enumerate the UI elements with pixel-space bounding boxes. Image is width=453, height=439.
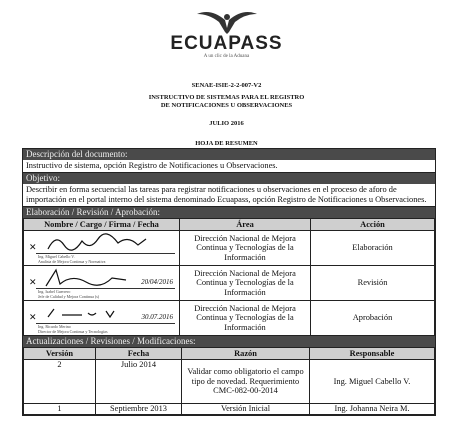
signer-name: Ing. Isabel Guerrero	[38, 289, 71, 294]
title-line-2: DE NOTIFICACIONES U OBSERVACIONES	[160, 102, 293, 109]
signature-date: 30.07.2016	[141, 313, 173, 321]
changes-row	[24, 404, 435, 415]
column-header: Nombre / Cargo / Firma / Fecha	[24, 219, 180, 231]
column-header: Versión	[24, 348, 96, 360]
area-cell: Dirección Nacional de Mejora Continua y Tecnologías de la Información	[180, 301, 311, 336]
handwritten-signature	[42, 231, 152, 255]
column-header: Área	[180, 219, 311, 231]
signer-name: Ing. Ricardo Merino	[38, 324, 71, 329]
document-date: JULIO 2016	[209, 120, 244, 127]
signer-role: Jefe de Calidad y Mejora Continua (s)	[38, 293, 100, 299]
version-cell: 1	[24, 404, 96, 415]
changes-row	[24, 360, 435, 404]
changes-table	[23, 347, 435, 415]
approval-table	[23, 218, 435, 336]
ecuapass-logo	[0, 8, 453, 60]
approval-header-row	[24, 219, 435, 231]
signature-mark: ✕	[29, 242, 37, 252]
handwritten-signature	[42, 301, 132, 325]
handwritten-signature	[42, 266, 132, 290]
signature-mark: ✕	[29, 277, 37, 287]
signature-date: 20/04/2016	[141, 278, 173, 286]
date-cell: Septiembre 2013	[96, 404, 182, 415]
action-cell: Aprobación	[311, 301, 435, 336]
column-header: Fecha	[96, 348, 182, 360]
eagle-icon	[195, 8, 259, 34]
summary-sheet	[22, 148, 436, 416]
signer-role: Analista de Mejora Continua y Normativa	[38, 258, 106, 264]
reason-cell: Validar como obligatorio el campo tipo de novedad. Requerimiento CMC-082-00-2014	[182, 360, 310, 404]
column-header: Razón	[182, 348, 310, 360]
brand-name: ECUAPASS	[170, 33, 283, 54]
description-text: Instructivo de sistema, opción Registro de Notificaciones u Observaciones.	[23, 160, 435, 173]
signature-cell	[24, 266, 180, 301]
objective-text: Describir en forma secuencial las tareas para registrar notificaciones u observaciones en el proceso de aforo de importación en el portal interno del sistema denominado Ecuapass, opción Registro de Notificaciones u Observaciones.	[23, 184, 435, 207]
column-header: Acción	[311, 219, 435, 231]
version-cell: 2	[24, 360, 96, 404]
signature-cell	[24, 301, 180, 336]
title-line-1: INSTRUCTIVO DE SISTEMAS PARA EL REGISTRO	[148, 94, 305, 101]
description-label: Descripción del documento:	[23, 149, 435, 160]
changes-header-row	[24, 348, 435, 360]
owner-cell: Ing. Johanna Neira M.	[310, 404, 435, 415]
reason-cell: Versión Inicial	[182, 404, 310, 415]
approval-row	[24, 266, 435, 301]
signature-cell	[24, 231, 180, 266]
signature-mark: ✕	[29, 312, 37, 322]
date-cell: Julio 2014	[96, 360, 182, 404]
document-code: SENAE-ISIE-2-2-007-V2	[191, 82, 262, 89]
document-title	[0, 94, 453, 110]
signer-name: Ing. Miguel Cabello V.	[38, 254, 75, 259]
column-header: Responsable	[310, 348, 435, 360]
area-cell: Dirección Nacional de Mejora Continua y Tecnologías de la Información	[180, 266, 311, 301]
area-cell: Dirección Nacional de Mejora Continua y Tecnologías de la Información	[180, 231, 311, 266]
approval-row	[24, 301, 435, 336]
approval-row	[24, 231, 435, 266]
sheet-title: HOJA DE RESUMEN	[195, 140, 258, 147]
approval-label: Elaboración / Revisión / Aprobación:	[23, 207, 435, 218]
changes-label: Actualizaciones / Revisiones / Modificaciones:	[23, 336, 435, 347]
objective-label: Objetivo:	[23, 173, 435, 184]
action-cell: Revisión	[311, 266, 435, 301]
action-cell: Elaboración	[311, 231, 435, 266]
owner-cell: Ing. Miguel Cabello V.	[310, 360, 435, 404]
signer-role: Director de Mejora Continua y Tecnologías	[38, 328, 108, 334]
brand-tagline: A un clic de la Aduana	[203, 54, 250, 59]
